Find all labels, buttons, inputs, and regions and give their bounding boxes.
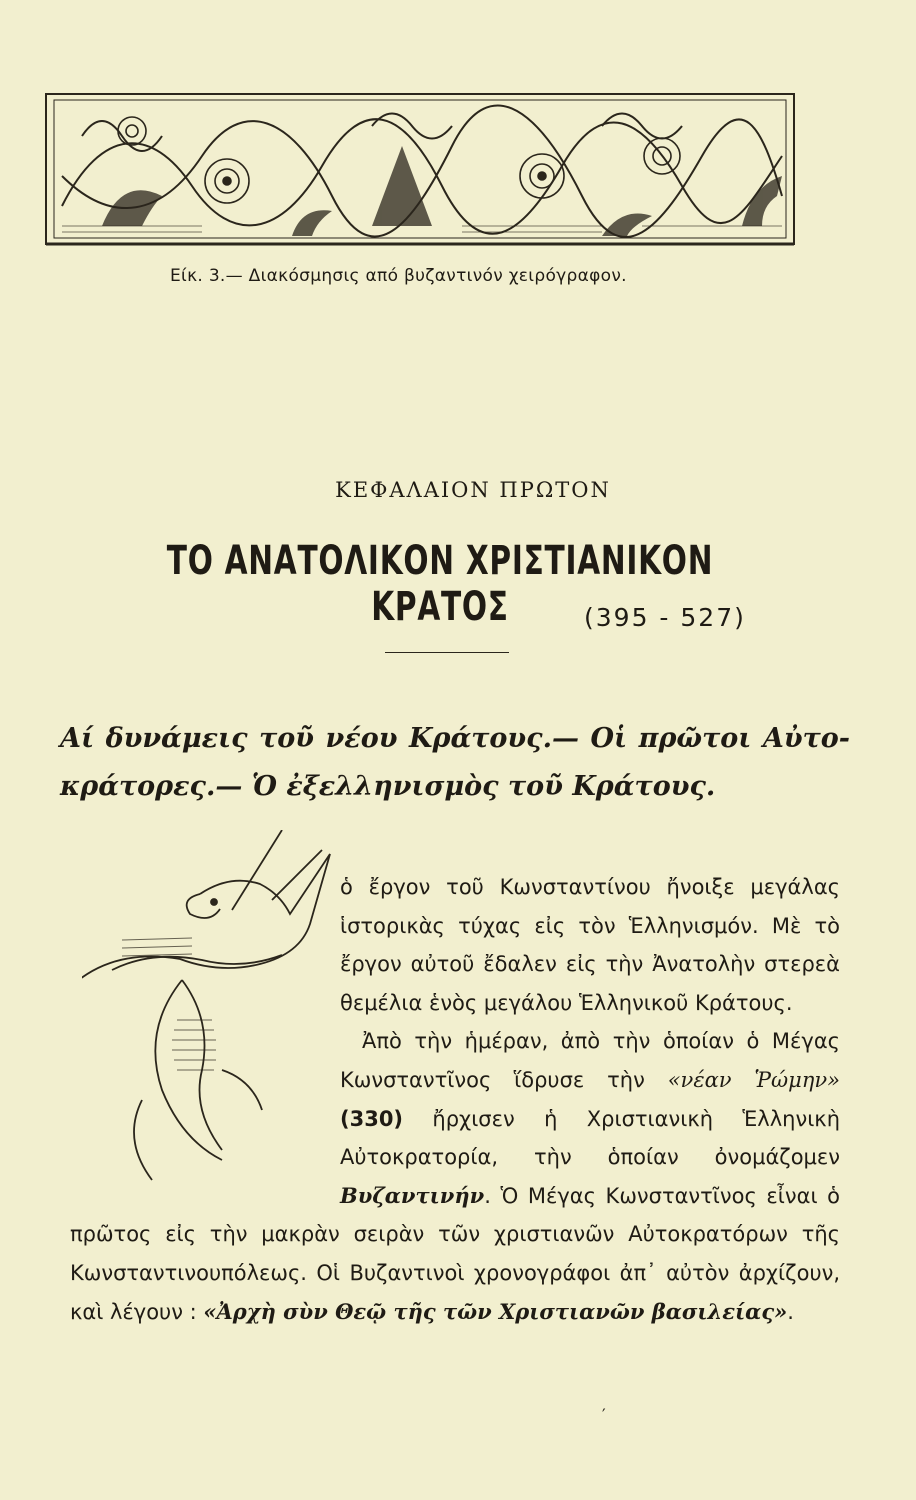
chapter-label: ΚΕΦΑΛΑΙΟΝ ΠΡΩΤΟΝ [335,478,611,502]
paragraph-2-part-2: ἤρχισεν ἡ Χριστιανικὴ Ἑλληνικὴ Αὐτοκρατορία, τὴν ὁποίαν ὀνομάζομεν [340,1106,840,1170]
chronicle-quote: «Ἀρχὴ σὺν Θεῷ τῆς τῶν Χριστιανῶν βασιλείας» [203,1298,788,1324]
page-mark: ′ [602,1405,606,1424]
byzantine-ornament-headpiece [42,86,798,254]
subtitle-line-1: Αί δυνάμεις τοῦ νέου Κράτους.— Οἱ πρῶτοι Αὐτο- [60,723,850,754]
nea-romi-quote: «νέαν Ῥώμην» [667,1067,840,1092]
chapter-title: ΤΟ ΑΝΑΤΟΛΙΚΟΝ ΧΡΙΣΤΙΑΝΙΚΟΝ ΚΡΑΤΟΣ [166,538,714,630]
chapter-subtitle [60,715,850,811]
byzantine-term: Βυζαντινήν [340,1182,485,1208]
subtitle-line-2: κράτορες.— Ὁ ἐξελληνισμὸς τοῦ Κράτους. [60,771,716,802]
paragraph-1: ὁ ἔργον τοῦ Κωνσταντίνου ἤνοιξε μεγάλας ἱστορικὰς τύχας εἰς τὸν Ἑλληνισμόν. Μὲ τὸ ἔργον αὐτοῦ ἔδαλεν εἰς τὴν Ἀνατολὴν στερεὰ θεμέλια ἑνὸς μεγάλου Ἑλληνικοῦ Κράτους. [340,875,840,1015]
paragraph-2-part-3: . Ὁ Μέγας Κωνσταντῖνος εἶναι ὁ πρῶτος εἰς τὴν μακρὰν σειρὰν τῶν χριστιανῶν Αὐτοκρατόρων τῆς Κωνσταντινουπόλεως. Οἱ Βυζαντινοὶ χρονογράφοι ἀπ᾽ αὐτὸν ἀρχίζουν, καὶ λέγουν : [70,1183,840,1324]
paragraph-2-end: . [787,1299,794,1324]
divider-rule [385,652,509,653]
figure-caption: Είκ. 3.— Διακόσμησις από βυζαντινόν χειρόγραφον. [170,266,627,286]
body-text [70,868,840,1331]
paragraph-2-part-1: Ἀπὸ τὴν ἡμέραν, ἀπὸ τὴν ὁποίαν ὁ Μέγας Κωνσταντῖνος ἵδρυσε τὴν [340,1029,840,1092]
chapter-dates: (395 - 527) [584,603,746,632]
year-330: (330) [340,1106,404,1131]
